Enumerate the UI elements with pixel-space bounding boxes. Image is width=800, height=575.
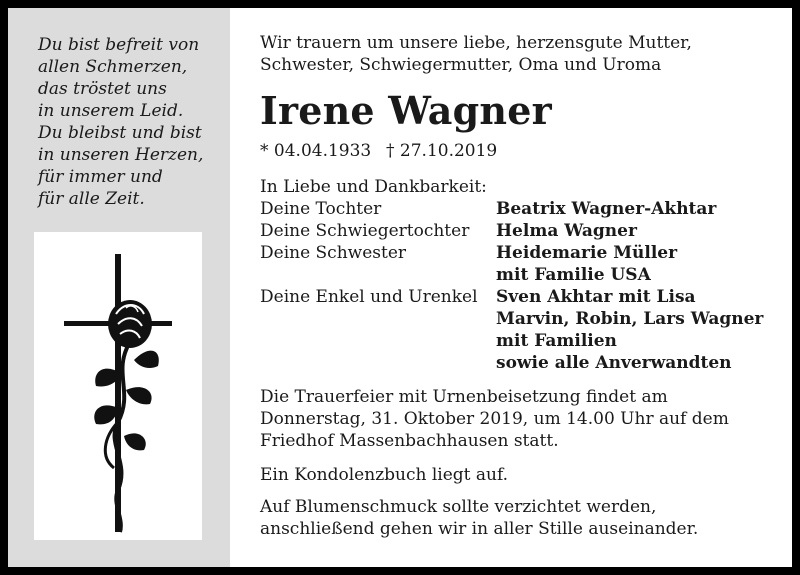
mourner-name: mit Familie USA xyxy=(496,265,651,285)
mourner-name: sowie alle Anverwandten xyxy=(496,353,732,373)
funeral-line: Friedhof Massenbachhausen statt. xyxy=(260,431,559,451)
flowers-line: Auf Blumenschmuck sollte verzichtet werden, xyxy=(260,497,657,517)
mourner-name: mit Familien xyxy=(496,331,617,351)
condolence-line: Ein Kondolenzbuch liegt auf. xyxy=(260,465,509,485)
funeral-line: Die Trauerfeier mit Urnenbeisetzung findet am xyxy=(260,387,668,407)
mourner-name: Helma Wagner xyxy=(496,221,637,241)
obituary-card xyxy=(8,8,792,567)
mourner-name: Sven Akhtar mit Lisa xyxy=(496,287,696,307)
intro-line: Wir trauern um unsere liebe, herzensgute Mutter, xyxy=(260,33,692,53)
mourner-name: Beatrix Wagner-Akhtar xyxy=(496,199,717,219)
deceased-name: Irene Wagner xyxy=(260,88,552,133)
cross-rose-icon xyxy=(34,232,202,540)
relation-label: Deine Schwiegertochter xyxy=(260,221,470,241)
mourner-name: Marvin, Robin, Lars Wagner xyxy=(496,309,764,329)
relation-label: Deine Schwester xyxy=(260,243,407,263)
thanks-line: In Liebe und Dankbarkeit: xyxy=(260,177,487,197)
relation-label: Deine Enkel und Urenkel xyxy=(260,287,478,307)
birth-date: * 04.04.1933 xyxy=(260,141,372,161)
poem-line: Du bist befreit von xyxy=(38,35,200,55)
cross-image xyxy=(34,232,202,540)
funeral-line: Donnerstag, 31. Oktober 2019, um 14.00 Uhr auf dem xyxy=(260,409,729,429)
poem-line: in unseren Herzen, xyxy=(38,145,204,165)
poem-line: für alle Zeit. xyxy=(38,189,145,209)
poem-line: Du bleibst und bist xyxy=(38,123,202,143)
main-text xyxy=(260,8,780,567)
poem-line: für immer und xyxy=(38,167,163,187)
death-date: † 27.10.2019 xyxy=(386,141,498,161)
poem-line: in unserem Leid. xyxy=(38,101,184,121)
mourner-name: Heidemarie Müller xyxy=(496,243,678,263)
flowers-line: anschließend gehen wir in aller Stille auseinander. xyxy=(260,519,699,539)
intro-line: Schwester, Schwiegermutter, Oma und Uroma xyxy=(260,55,662,75)
left-panel xyxy=(8,8,230,567)
relation-label: Deine Tochter xyxy=(260,199,382,219)
poem-line: allen Schmerzen, xyxy=(38,57,188,77)
poem xyxy=(38,34,203,210)
poem-line: das tröstet uns xyxy=(38,79,167,99)
